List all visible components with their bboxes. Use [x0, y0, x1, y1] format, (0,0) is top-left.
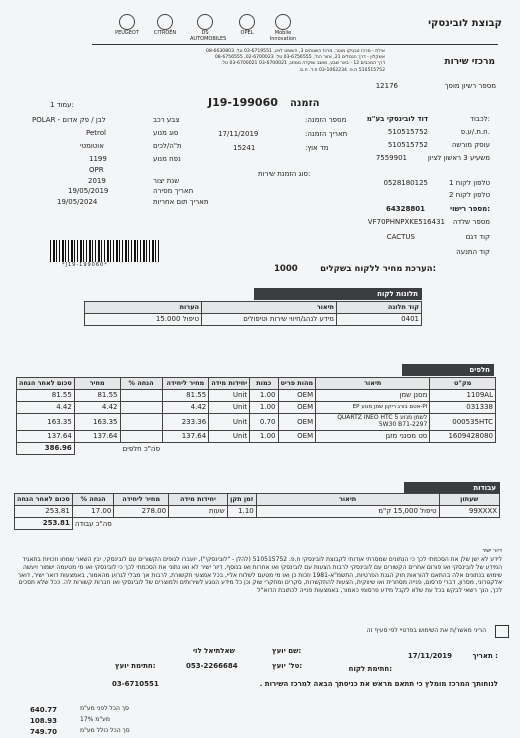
labor-total-value: 253.81 — [15, 518, 73, 530]
part-sku: 031338 — [430, 402, 496, 414]
part-desc: לשמן מנוע 5 QUARTZ INEO HTC 5W30 B71-2297 — [316, 414, 430, 431]
advisor-phone-label: טל' יועץ: — [272, 662, 303, 670]
complaints-table — [84, 301, 422, 326]
sale-value: 19/05/2019 — [68, 187, 109, 195]
advisor-phone: 053-2266684 — [186, 662, 238, 670]
labor-col-code: שעתון — [439, 494, 499, 506]
labor-total-label: סה"כ עבודה — [74, 519, 112, 528]
parts-col-discount: הנחה % — [120, 378, 162, 390]
engine-label: נפח מנוע — [153, 155, 181, 163]
part-sku: 1609428080 — [430, 430, 496, 442]
complaint-notes: טיפול 15.000 — [85, 314, 202, 326]
color-label: צבע רכב — [153, 116, 180, 124]
privacy-notice: לידע לא ישן שלן את הסכמתי לכך כי הנתונים שמסרתי אודותי לקבוצת לובינסקי ח.פ. 510515752 (להלן - "לובינסקי"), יועברו לגופים הקשורים עם לובינסקי, יבין השאר שמחו וזכויות בתאגיד המידע של לובינסקי ואו פורום אחרים הקשורים עם לובינסקי לרבות הצעות עם לובינסקי ואו אחרות ואו בנוסף, דיור ישיר לא ואו נתוני את הסכמתי לכך כי לובינסקי ואו מי מטעמה ישמור ויעשה שימוש בנתונים אלה בהתאם להוראות חוק הגנת הפרטיות, התשמ"א-1981 וזכות כן ואו מי מטעם לשלוח אליי, בכל אמצעי תקשורת, לרבות אך מבלי לגרוע מהאמור, באמצעות דואר ישיר, דואר אלקטרוני, מסרון, דברי פרסום, פנייה מסחרית ואו שיווקית, הצעות להתקשרות, סקרים ומחקרי שוק וכן כל מידע הנוגע לשירותים ולמוצרים של לובינסקי ואו חברות קשורות לה. ככל שלא תסכים לכך, הנך רשאי לבקש בכל עת שלא לקבל מידע פרסומי כאמור, באמצעות פנייה לכתובת הדוא"ל — [17, 556, 502, 595]
center-note: לנוחותך המרכז מומלץ כי תתאם מראש את כניסתך הבאה למרכז השירות . — [259, 680, 498, 688]
phone2-label: טלפון לקוח 2 — [448, 191, 490, 199]
division-title: מרכזי שירות — [444, 57, 495, 67]
year-value: 2019 — [88, 177, 106, 185]
table-row — [17, 402, 496, 414]
business-label: עוסק מורשה — [451, 141, 490, 149]
customer-id-label: ח.ת./ע.פ. — [460, 128, 490, 136]
order-barcode — [50, 240, 160, 262]
part-sku: 1109AL — [430, 390, 496, 402]
address-value: 7559901 — [375, 154, 407, 162]
parts-table — [16, 377, 496, 455]
labor-col-unit-price: מחיר ליחידה — [114, 494, 169, 506]
part-qty: 1.00 — [250, 390, 278, 402]
service-addresses: אילת - מרכז טכניקו מוטר, מרכז השטחים 3, השופט לויט, 03-6719551 טל. 08-6630803 אשקלון - דרך הנמלים 21, אזור הת', 03-6756555 טל. 02-6700023, 08-6756555 דרך המכבים 12 - באר שבע, מושב שוקדה ממוזג, 03-6700021 03-6700021 טל. 510515752 ח.פ. 03-1062234 ת.ד. ח.ס. — [206, 49, 385, 73]
part-qty: 0.70 — [250, 414, 278, 431]
parts-total-label: סה"כ חלפים — [122, 444, 161, 453]
odometer-value: 15241 — [233, 144, 256, 152]
phone1-label: טלפון לקוח 1 — [448, 179, 490, 187]
license-label: מספר רשיון מוסך — [444, 82, 496, 90]
center-phone: 03-6710551 — [112, 680, 159, 688]
parts-col-total: סכום לאחר הנחה — [17, 378, 75, 390]
labor-discount: 17.00 — [72, 506, 114, 518]
part-qty: 1.00 — [250, 402, 278, 414]
gear-label: ת"ה/לכים — [153, 142, 182, 150]
parts-col-sku: מק"ט — [430, 378, 496, 390]
color-value: POLAR - לבן / פק אדום — [32, 116, 106, 124]
parts-total-value: 386.96 — [17, 442, 75, 454]
model-value: CACTUS — [386, 233, 415, 241]
header-divider — [92, 44, 498, 45]
part-unit: Unit — [209, 430, 250, 442]
order-field-label-2: מד אוץ: — [305, 144, 329, 152]
labor-table — [14, 493, 500, 530]
engine-code: OPR — [89, 166, 104, 174]
table-row — [17, 430, 496, 442]
part-unit-price: 81.55 — [162, 390, 209, 402]
labor-unit: שעות — [169, 506, 228, 518]
model-label: קוד דגם — [465, 233, 490, 241]
part-price: 4.42 — [74, 402, 120, 414]
move-code-label: קוד התנעה — [456, 248, 490, 256]
consent-checkbox[interactable] — [495, 625, 509, 638]
date-value: 17/11/2019 — [407, 652, 452, 660]
grand-total-label: סך הכל כולל מע"מ — [80, 727, 130, 734]
part-desc: מסנן שמן — [316, 390, 430, 402]
barcode-text: *J19-199060* — [62, 262, 108, 268]
parts-col-type: מהות פריט — [278, 378, 316, 390]
part-unit: Unit — [209, 390, 250, 402]
company-name: קבוצת לובינסקי — [428, 18, 502, 29]
warranty-label: תאריך תום אחריות — [153, 198, 209, 206]
table-row — [17, 390, 496, 402]
part-total: 4.42 — [17, 402, 75, 414]
labor-std-time: 1.10 — [227, 506, 256, 518]
labor-col-discount: הנחה % — [72, 494, 114, 506]
warranty-value: 19/05/2024 — [57, 198, 98, 206]
part-discount — [120, 414, 162, 431]
labor-desc: טיפול 15,000 ק"מ — [256, 506, 439, 518]
part-discount — [120, 402, 162, 414]
labor-col-unit: יחידות מידה — [169, 494, 228, 506]
ds-logo-icon: DS AUTOMOBILES — [190, 14, 220, 43]
opel-logo-icon: OPEL — [232, 14, 262, 37]
labor-code: 99XXXX — [439, 506, 499, 518]
labor-col-total: סכום לאחר הנחה — [15, 494, 73, 506]
gear-value: אוטומטי — [80, 142, 104, 150]
part-unit-price: 137.64 — [162, 430, 209, 442]
date-label: תאריך : — [472, 652, 498, 660]
part-sku: 000535HTC — [430, 414, 496, 431]
part-price: 81.55 — [74, 390, 120, 402]
complaints-col-notes: הערות — [85, 302, 202, 314]
labor-header: עבודות — [404, 482, 500, 494]
mg-logo-icon: Mobile Innovation — [268, 14, 298, 43]
labor-total-row — [15, 518, 500, 530]
sale-label: תאריך מסירה — [153, 187, 194, 195]
part-desc: PI-אטם בורג ריקון שמן מנוע EP — [316, 402, 430, 414]
estimate-label: הערכת מחיר ללקוח בשקלים: — [320, 264, 436, 274]
parts-col-unit: יחידות מידה — [209, 378, 250, 390]
part-type: OEM — [278, 414, 316, 431]
complaint-code: 0401 — [337, 314, 422, 326]
notes-heading: דיור ישיר — [481, 548, 502, 554]
subtotal-label: סך הכל לפני מע"מ — [80, 705, 129, 712]
customer-id-value: 510515752 — [387, 128, 428, 136]
complaints-header: תלונות לקוח — [254, 288, 422, 300]
part-discount — [120, 430, 162, 442]
parts-total-row — [17, 442, 496, 454]
part-price: 137.64 — [74, 430, 120, 442]
labor-col-std-time: זמן תקן — [227, 494, 256, 506]
parts-header: חלפים — [402, 364, 494, 376]
order-field-label-1: תאריך הזמנה: — [305, 130, 348, 138]
table-row — [85, 314, 422, 326]
part-unit: Unit — [209, 402, 250, 414]
customer-name: דוד לובינסקי בע"מ — [366, 115, 428, 123]
business-value: 510515752 — [387, 141, 428, 149]
fuel-value: Petrol — [86, 129, 106, 137]
part-unit-price: 4.42 — [162, 402, 209, 414]
page-number: 1 עמוד: — [50, 101, 74, 109]
order-title: הזמנה — [290, 98, 320, 109]
labor-total: 253.81 — [15, 506, 73, 518]
part-type: OEM — [278, 430, 316, 442]
part-total: 81.55 — [17, 390, 75, 402]
labor-col-desc: תיאור — [256, 494, 439, 506]
consent-label: הריני מאשר/ת את השימוש בפרטיי לפי סעיף זה — [366, 627, 486, 634]
service-type-label: סוג הזמנת שירות: — [258, 170, 311, 178]
chassis-label: מספר שלדה — [452, 218, 490, 226]
peugeot-logo-icon: PEUGEOT — [112, 14, 142, 37]
part-total: 137.64 — [17, 430, 75, 442]
complaint-desc: מידע לנהג/חיווי שירות וטיפולים — [202, 314, 337, 326]
subtotal-value: 640.77 — [30, 706, 58, 714]
license-value: 12176 — [375, 82, 398, 90]
part-type: OEM — [278, 402, 316, 414]
plate-value: 64328801 — [386, 205, 425, 213]
part-qty: 1.00 — [250, 430, 278, 442]
parts-col-unit-price: מחיר ליחידה — [162, 378, 209, 390]
order-field-label-0: מספר הזמנה: — [305, 116, 347, 124]
parts-col-qty: כמות — [250, 378, 278, 390]
customer-to-label: לכבוד: — [470, 115, 490, 123]
citroen-logo-icon: CITROËN — [150, 14, 180, 37]
table-row — [17, 414, 496, 431]
estimate-value: 1000 — [274, 264, 298, 274]
fuel-label: סוג מנוע — [153, 129, 179, 137]
engine-value: 1199 — [89, 155, 107, 163]
order-number: J19-199060 — [208, 96, 278, 109]
part-unit: Unit — [209, 414, 250, 431]
chassis-value: VF70PHNPXKE516431 — [367, 218, 445, 226]
part-type: OEM — [278, 390, 316, 402]
plate-label: מספר רישוי: — [450, 205, 490, 213]
address-label: משעיע 3 ראשון לציון — [427, 154, 490, 162]
order-date-value: 17/11/2019 — [218, 130, 259, 138]
labor-unit-price: 278.00 — [114, 506, 169, 518]
part-price: 163.35 — [74, 414, 120, 431]
advisor-signature-label: חתימת יועץ: — [115, 662, 156, 670]
complaints-col-desc: תיאור — [202, 302, 337, 314]
parts-col-price: מחיר — [74, 378, 120, 390]
part-discount — [120, 390, 162, 402]
phone1-value: 0528180125 — [383, 179, 428, 187]
part-desc: סט מסנני מזגן — [316, 430, 430, 442]
advisor-label: שם יועץ: — [272, 647, 302, 655]
table-row — [15, 506, 500, 518]
year-label: שנת יצור — [153, 177, 180, 185]
customer-signature-label: חתימת לקוח: — [348, 665, 392, 673]
advisor-name: שאלתיאל לוי — [193, 647, 235, 655]
part-unit-price: 233.36 — [162, 414, 209, 431]
grand-total-value: 749.70 — [30, 728, 58, 736]
parts-col-desc: תיאור — [316, 378, 430, 390]
vat-value: 108.93 — [30, 717, 58, 725]
complaints-col-code: קוד תלונה — [337, 302, 422, 314]
part-total: 163.35 — [17, 414, 75, 431]
vat-label: מע"מ 17% — [80, 716, 110, 723]
